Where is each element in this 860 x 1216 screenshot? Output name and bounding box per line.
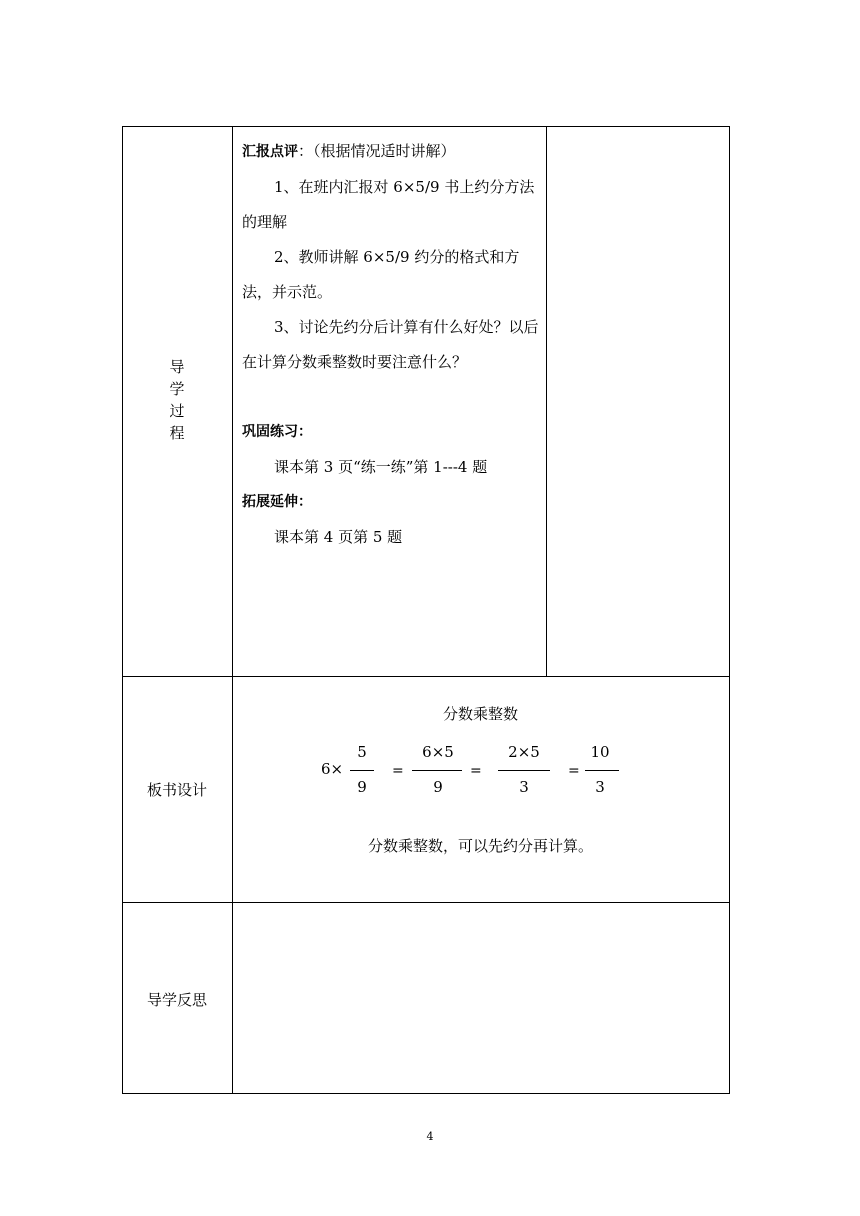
fraction-numerator: 6×5 [422,743,454,761]
process-label-char: 程 [169,424,185,442]
report-title: 汇报点评 [242,144,298,160]
fraction-bar [585,770,619,771]
report-note: ：（根据情况适时讲解） [298,142,456,160]
fraction-bar [498,770,550,771]
formula-prefix: 6× [321,760,344,778]
practice-title: 巩固练习： [242,424,312,440]
table-border-bottom [122,1093,730,1094]
extension-text: 课本第 4 页第 5 题 [274,528,403,546]
fraction-numerator: 2×5 [508,743,540,761]
table-border-row1 [122,676,730,677]
board-note: 分数乘整数，可以先约分再计算。 [367,837,593,855]
table-border-left [122,126,123,1094]
process-item: 2、教师讲解 6×5/9 约分的格式和方法，并示范。 [242,248,520,301]
fraction-numerator: 5 [357,743,367,761]
table-border-inner [546,126,547,677]
process-content [242,134,542,555]
reflection-label: 导学反思 [146,991,207,1009]
process-item: 1、在班内汇报对 6×5/9 书上约分方法的理解 [242,178,535,231]
fraction-denominator: 9 [433,778,443,796]
table-border-row2 [122,902,730,903]
report-heading [242,134,542,170]
process-label-char: 过 [169,402,185,420]
table-border-right [729,126,730,1094]
board-title: 分数乘整数 [442,705,518,723]
page-number: 4 [426,1130,434,1143]
fraction-numerator: 10 [590,743,610,761]
table-border-mid [232,126,233,1094]
practice-text: 课本第 3 页“练一练”第 1---4 题 [274,458,488,476]
process-label-char: 导 [169,358,185,376]
equals-sign: = [568,763,580,779]
fraction-bar [350,770,374,771]
fraction-denominator: 9 [357,778,367,796]
equals-sign: = [470,763,482,779]
fraction-denominator: 3 [519,778,529,796]
table-border-top [122,126,730,127]
spacer [242,380,542,415]
board-label: 板书设计 [146,781,207,799]
equals-sign: = [392,763,404,779]
process-label-char: 学 [169,380,185,398]
process-item: 3、讨论先约分后计算有什么好处？以后在计算分数乘整数时要注意什么？ [242,318,539,371]
process-label [122,356,232,444]
fraction-bar [412,770,462,771]
extension-title: 拓展延伸： [242,494,312,510]
fraction-denominator: 3 [595,778,605,796]
